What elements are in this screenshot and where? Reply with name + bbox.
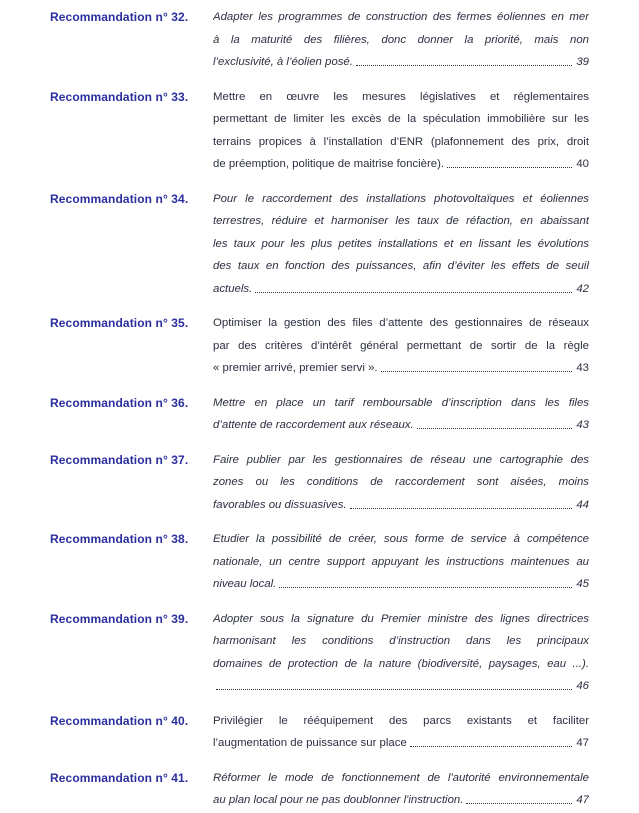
dot-leader — [356, 65, 572, 66]
dot-leader — [381, 371, 573, 372]
dot-leader — [350, 508, 573, 509]
entry-text-line: Adopter sous la signature du Premier ministre des lignes directrices — [213, 612, 589, 625]
entry-last-line — [213, 357, 589, 380]
entry-text-line: Mettre en œuvre les mesures législatives et réglementaires — [213, 90, 589, 103]
entry-text: actuels. — [213, 282, 253, 295]
entry-text-line: des taux en fonction des puissances, afin d’éviter les effets de seuil — [213, 260, 589, 272]
entry-last-line — [213, 675, 589, 698]
entry-body — [213, 392, 589, 437]
entry-text-line: nationale, un centre support appuyant les instructions maintenues au — [213, 555, 589, 568]
page-number: 45 — [576, 578, 589, 590]
entry-text-line: les taux pour les plus petites installations et en lissant les évolutions — [213, 237, 589, 250]
dot-leader — [279, 587, 572, 588]
entry-body — [213, 188, 589, 301]
recommendation-label: Recommandation n° 37. — [50, 452, 189, 467]
toc-entry — [50, 86, 589, 176]
entry-body — [213, 608, 589, 698]
recommendation-label: Recommandation n° 36. — [50, 395, 189, 410]
toc-entry — [50, 528, 589, 596]
entry-text: l’exclusivité, à l’éolien posé. — [213, 56, 353, 68]
entry-body — [213, 312, 589, 380]
entry-last-line — [213, 732, 589, 755]
page-number: 40 — [576, 158, 589, 170]
entry-text: l’augmentation de puissance sur place — [213, 737, 407, 749]
entry-text-line: à la maturité des filières, donc donner la priorité, mais non — [213, 33, 589, 46]
toc-entry — [50, 312, 589, 380]
entry-text-line: Mettre en place un tarif remboursable d’inscription dans les files — [213, 396, 589, 409]
entry-text-line: harmonisant les conditions d’instruction dans les principaux — [213, 635, 589, 647]
toc-entry — [50, 6, 589, 74]
entry-body — [213, 710, 589, 755]
toc-entry — [50, 188, 589, 301]
entry-last-line — [213, 573, 589, 596]
entry-text-line: par des critères d’intérêt général permettant de sortir de la règle — [213, 339, 589, 352]
entry-body — [213, 528, 589, 596]
entry-body — [213, 86, 589, 176]
entry-text: « premier arrivé, premier servi ». — [213, 362, 378, 374]
entry-text-line: Optimiser la gestion des files d’attente des gestionnaires de réseaux — [213, 317, 589, 329]
entry-text-line: Faire publier par les gestionnaires de réseau une cartographie des — [213, 453, 589, 466]
recommendation-label: Recommandation n° 39. — [50, 611, 189, 626]
dot-leader — [466, 803, 572, 804]
entry-body — [213, 6, 589, 74]
entry-text-line: Pour le raccordement des installations photovoltaïques et éoliennes — [213, 192, 589, 205]
entry-text-line: zones ou les conditions de raccordement sont aisées, moins — [213, 476, 589, 488]
entry-last-line — [213, 153, 589, 176]
entry-text-line: Etudier la possibilité de créer, sous forme de service à compétence — [213, 533, 589, 545]
page-number: 47 — [576, 737, 589, 749]
entry-text: favorables ou dissuasives. — [213, 498, 347, 511]
toc-entry — [50, 392, 589, 437]
dot-leader — [417, 428, 573, 429]
entry-text-line: Privilégier le rééquipement des parcs existants et faciliter — [213, 714, 589, 727]
entry-text: niveau local. — [213, 578, 277, 590]
entry-text-line: terrains propices à l’installation d’ENR (plafonnement des prix, droit — [213, 135, 589, 148]
toc-entry — [50, 608, 589, 698]
recommendation-label: Recommandation n° 32. — [50, 10, 189, 24]
toc-entry — [50, 767, 589, 812]
entry-text: de préemption, politique de maitrise foncière). — [213, 158, 445, 170]
entry-last-line — [213, 414, 589, 437]
recommendation-label: Recommandation n° 33. — [50, 89, 189, 104]
entry-body — [213, 449, 589, 517]
recommendation-label: Recommandation n° 35. — [50, 316, 189, 330]
entry-text: d’attente de raccordement aux réseaux. — [213, 419, 414, 431]
entry-text-line: Réformer le mode de fonctionnement de l'autorité environnementale — [213, 771, 589, 784]
entry-text-line: Adapter les programmes de construction des fermes éoliennes en mer — [213, 11, 589, 23]
entry-body — [213, 767, 589, 812]
page-number: 39 — [576, 56, 589, 68]
entry-text-line: domaines de protection de la nature (biodiversité, paysages, eau ...). — [213, 657, 589, 670]
page-number: 43 — [576, 419, 589, 431]
dot-leader — [216, 689, 572, 690]
entry-text-line: permettant de limiter les excès de la spéculation immobilière sur les — [213, 113, 589, 125]
entry-text: au plan local pour ne pas doublonner l'instruction. — [213, 794, 464, 806]
recommendation-label: Recommandation n° 40. — [50, 713, 189, 728]
recommendation-label: Recommandation n° 38. — [50, 532, 189, 546]
page-number: 43 — [576, 362, 589, 374]
dot-leader — [410, 746, 573, 747]
dot-leader — [255, 292, 572, 293]
page-number: 42 — [576, 282, 589, 295]
page-number: 46 — [576, 680, 589, 692]
dot-leader — [447, 167, 572, 168]
toc-entry — [50, 710, 589, 755]
entry-last-line — [213, 51, 589, 74]
recommendation-label: Recommandation n° 41. — [50, 770, 189, 785]
page-number: 47 — [576, 794, 589, 806]
entry-last-line — [213, 494, 589, 517]
page-number: 44 — [576, 498, 589, 511]
entry-text-line: terrestres, réduire et harmoniser les taux de réfaction, en abaissant — [213, 215, 589, 227]
toc-entry — [50, 449, 589, 517]
entry-last-line — [213, 278, 589, 301]
recommendation-label: Recommandation n° 34. — [50, 191, 189, 206]
entry-last-line — [213, 789, 589, 812]
